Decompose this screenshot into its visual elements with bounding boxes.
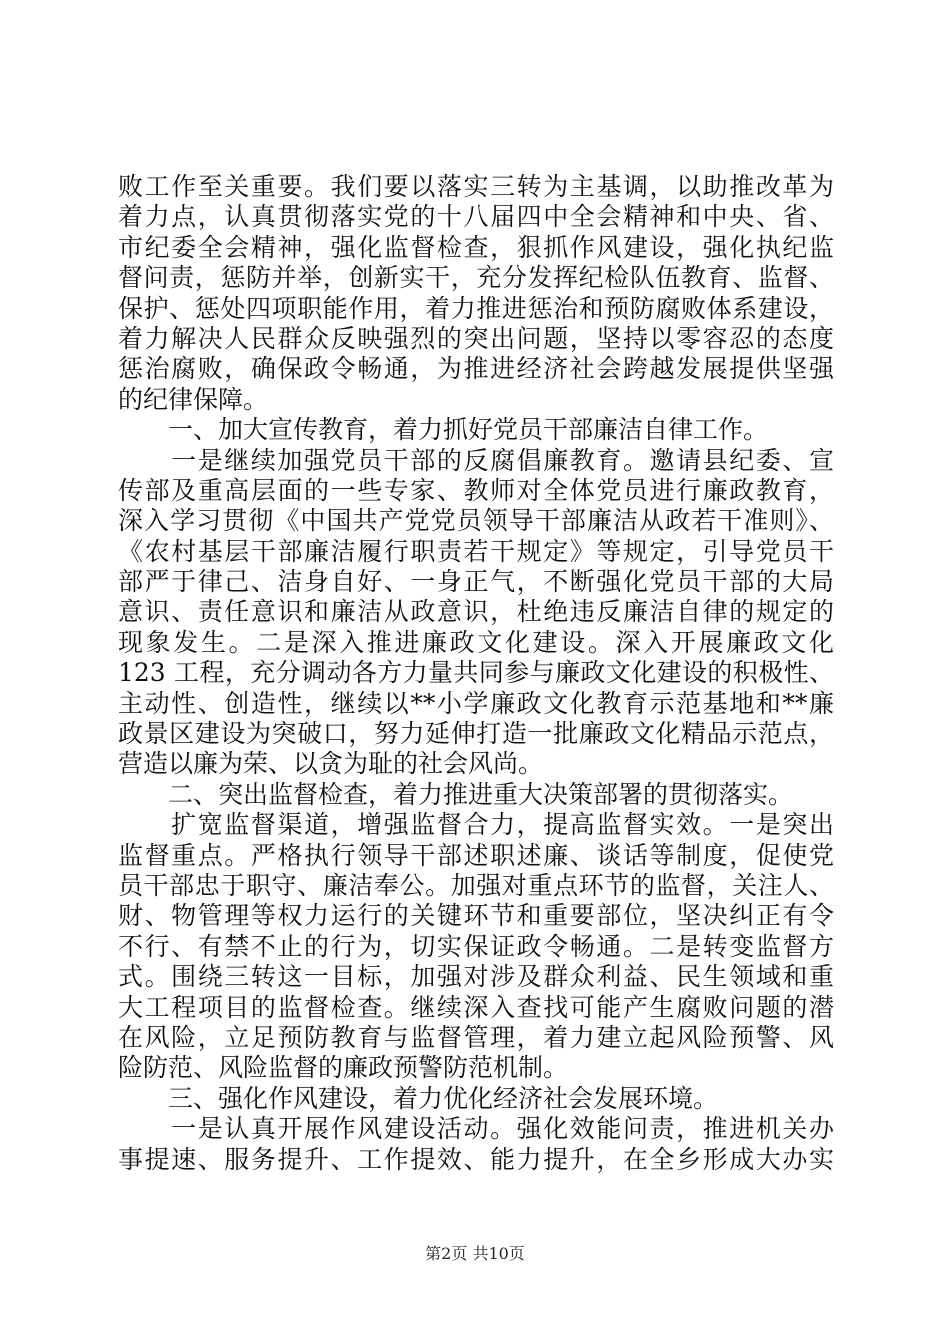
text-line: 保护、惩处四项职能作用，着力推进惩治和预防腐败体系建设，	[118, 293, 834, 323]
text-line: 意识、责任意识和廉洁从政意识，杜绝违反廉洁自律的规定的	[118, 597, 834, 627]
text-line: 扩宽监督渠道，增强监督合力，提高监督实效。一是突出	[118, 810, 834, 840]
text-line: 123 工程，充分调动各方力量共同参与廉政文化建设的积极性、	[118, 658, 834, 688]
text-line: 督问责，惩防并举，创新实干，充分发挥纪检队伍教育、监督、	[118, 263, 834, 293]
text-line: 三、强化作风建设，着力优化经济社会发展环境。	[118, 1083, 719, 1113]
text-line: 败工作至关重要。我们要以落实三转为主基调，以助推改革为	[118, 172, 834, 201]
text-line: 着力点，认真贯彻落实党的十八届四中全会精神和中央、省、	[118, 202, 834, 232]
text-line: 着力解决人民群众反映强烈的突出问题，坚持以零容忍的态度	[118, 323, 834, 353]
text-line: 不行、有禁不止的行为，切实保证政令畅通。二是转变监督方	[118, 931, 834, 961]
text-line: 现象发生。二是深入推进廉政文化建设。深入开展廉政文化	[118, 627, 834, 657]
text-line: 的纪律保障。	[118, 384, 269, 414]
text-line: 惩治腐败，确保政令畅通，为推进经济社会跨越发展提供坚强	[118, 354, 834, 384]
text-line: 险防范、风险监督的廉政预警防范机制。	[118, 1053, 569, 1083]
text-line: 财、物管理等权力运行的关键环节和重要部位，坚决纠正有令	[118, 901, 834, 931]
text-line: 深入学习贯彻《中国共产党党员领导干部廉洁从政若干准则》、	[118, 506, 834, 536]
text-line: 式。围绕三转这一目标，加强对涉及群众利益、民生领域和重	[118, 962, 834, 992]
text-line: 营造以廉为荣、以贪为耻的社会风尚。	[118, 749, 544, 779]
text-line: 一是继续加强党员干部的反腐倡廉教育。邀请县纪委、宣	[118, 445, 834, 475]
text-line: 事提速、服务提升、工作提效、能力提升，在全乡形成大办实	[118, 1144, 834, 1174]
text-line: 一、加大宣传教育，着力抓好党员干部廉洁自律工作。	[118, 415, 769, 445]
text-line: 部严于律己、洁身自好、一身正气，不断强化党员干部的大局	[118, 567, 834, 597]
text-line: 二、突出监督检查，着力推进重大决策部署的贯彻落实。	[118, 779, 794, 809]
text-line: 主动性、创造性，继续以**小学廉政文化教育示范基地和**廉	[118, 688, 834, 718]
text-line: 员干部忠于职守、廉洁奉公。加强对重点环节的监督，关注人、	[118, 870, 834, 900]
text-line: 政景区建设为突破口，努力延伸打造一批廉政文化精品示范点，	[118, 719, 834, 749]
text-line: 市纪委全会精神，强化监督检查，狠抓作风建设，强化执纪监	[118, 232, 834, 262]
text-line: 传部及重高层面的一些专家、教师对全体党员进行廉政教育，	[118, 475, 834, 505]
text-line: 大工程项目的监督检查。继续深入查找可能产生腐败问题的潜	[118, 992, 834, 1022]
text-line: 监督重点。严格执行领导干部述职述廉、谈话等制度，促使党	[118, 840, 834, 870]
text-line: 在风险，立足预防教育与监督管理，着力建立起风险预警、风	[118, 1022, 834, 1052]
body-text	[118, 172, 834, 1175]
text-line: 一是认真开展作风建设活动。强化效能问责，推进机关办	[118, 1114, 834, 1144]
text-line: 《农村基层干部廉洁履行职责若干规定》等规定，引导党员干	[118, 536, 834, 566]
page-footer: 第2页 共10页	[425, 1244, 525, 1263]
